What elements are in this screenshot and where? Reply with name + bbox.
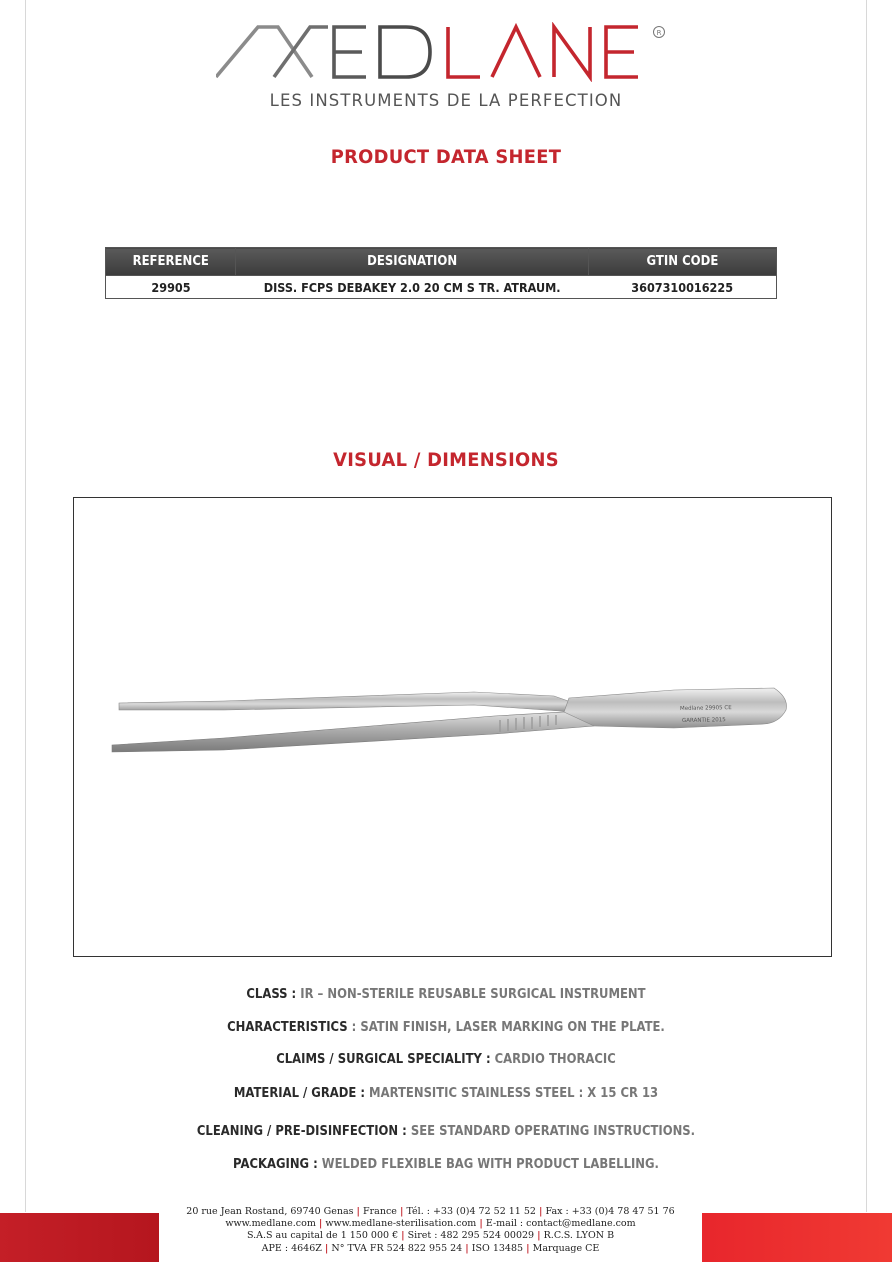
- spec-class: [62, 986, 829, 1002]
- svg-text:Medlane 29905 CE: Medlane 29905 CE: [679, 705, 732, 712]
- product-image-frame: [73, 497, 832, 957]
- footer-registration-line: APE : 4646Z | N° TVA FR 524 822 955 24 | ISO 13485 | Marquage CE: [261, 1242, 600, 1254]
- brand-tagline: LES INSTRUMENTS DE LA PERFECTION: [269, 91, 623, 110]
- visual-dimensions-title: VISUAL / DIMENSIONS: [333, 449, 559, 471]
- spec-material-label: MATERIAL / GRADE :: [233, 1085, 365, 1101]
- footer-address: 20 rue Jean Rostand, 69740 Genas: [186, 1206, 354, 1217]
- cell-designation: DISS. FCPS DEBAKEY 2.0 20 CM S TR. ATRAUM.: [236, 276, 588, 299]
- footer-sterilisation-link[interactable]: www.medlane-sterilisation.com: [325, 1218, 477, 1230]
- footer-rcs: R.C.S. LYON B: [543, 1230, 615, 1242]
- footer-country: France: [363, 1206, 397, 1217]
- spec-cleaning-value: SEE STANDARD OPERATING INSTRUCTIONS.: [406, 1123, 696, 1139]
- footer-legal-line: S.A.S au capital de 1 150 000 € | Siret : 482 295 524 00029 | R.C.S. LYON B: [246, 1230, 615, 1242]
- cell-gtin: 3607310016225: [588, 276, 776, 299]
- footer-red-bar-right: [702, 1213, 892, 1262]
- spec-claims-value: CARDIO THORACIC: [490, 1051, 616, 1067]
- header-designation: DESIGNATION: [236, 248, 588, 276]
- footer-website-link[interactable]: www.medlane.com: [225, 1218, 316, 1230]
- table-header-row: [106, 248, 777, 276]
- footer-ape: APE : 4646Z: [261, 1242, 322, 1254]
- spec-class-label: CLASS :: [246, 986, 297, 1002]
- table-row: [106, 276, 777, 299]
- svg-text:GARANTIE 2015: GARANTIE 2015: [681, 717, 726, 724]
- footer-siret: Siret : 482 295 524 00029: [407, 1230, 535, 1242]
- medlane-logo: [0, 22, 892, 82]
- footer-email-link[interactable]: E-mail : contact@medlane.com: [485, 1218, 636, 1230]
- spec-material-value: MARTENSITIC STAINLESS STEEL : X 15 CR 13: [364, 1085, 659, 1101]
- footer-ce-marking: Marquage CE: [532, 1242, 600, 1254]
- spec-packaging: [62, 1156, 829, 1172]
- forceps-image: [74, 498, 831, 956]
- spec-claims: [62, 1051, 829, 1067]
- footer-phone: Tél. : +33 (0)4 72 52 11 52: [406, 1206, 536, 1217]
- footer-capital: S.A.S au capital de 1 150 000 €: [246, 1230, 399, 1242]
- spec-characteristics-label: CHARACTERISTICS: [227, 1019, 348, 1035]
- cell-reference: 29905: [106, 276, 236, 299]
- spec-characteristics: [62, 1019, 829, 1035]
- footer-iso: ISO 13485: [471, 1242, 524, 1254]
- spec-claims-label: CLAIMS / SURGICAL SPECIALITY :: [276, 1051, 491, 1067]
- header-reference: REFERENCE: [106, 248, 236, 276]
- page-border-right: [866, 0, 867, 1212]
- spec-characteristics-value: : SATIN FINISH, LASER MARKING ON THE PLATE.: [347, 1019, 665, 1035]
- product-data-sheet-title: PRODUCT DATA SHEET: [330, 146, 562, 168]
- medlane-wordmark: [216, 22, 676, 82]
- footer-fax: Fax : +33 (0)4 78 47 51 76: [545, 1206, 675, 1217]
- footer-red-bar-left: [0, 1213, 159, 1262]
- page-border-left: [25, 0, 26, 1212]
- product-reference-table: [105, 247, 777, 299]
- footer-web-line: www.medlane.com | www.medlane-sterilisation.com | E-mail : contact@medlane.com: [225, 1218, 636, 1230]
- footer-vat: N° TVA FR 524 822 955 24: [331, 1242, 463, 1254]
- company-footer: [159, 1206, 702, 1255]
- spec-packaging-label: PACKAGING :: [233, 1156, 318, 1172]
- spec-cleaning: [62, 1123, 829, 1139]
- header-gtin: GTIN CODE: [588, 248, 776, 276]
- svg-text:R: R: [656, 29, 662, 37]
- spec-material: [62, 1085, 829, 1101]
- spec-packaging-value: WELDED FLEXIBLE BAG WITH PRODUCT LABELLING.: [317, 1156, 659, 1172]
- spec-cleaning-label: CLEANING / PRE-DISINFECTION :: [196, 1123, 407, 1139]
- footer-address-line: 20 rue Jean Rostand, 69740 Genas | France | Tél. : +33 (0)4 72 52 11 52 | Fax : +33 (0)4 78 47 51 76: [186, 1206, 675, 1217]
- spec-class-value: IR – NON-STERILE REUSABLE SURGICAL INSTRUMENT: [296, 986, 646, 1002]
